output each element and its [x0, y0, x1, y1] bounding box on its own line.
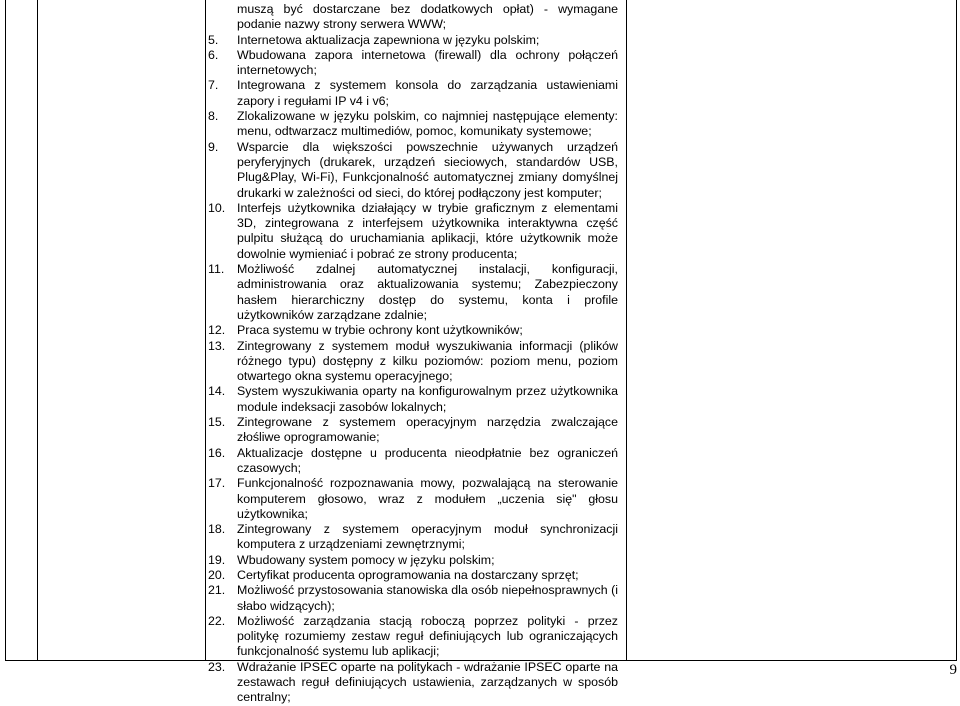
list-item — [208, 583, 618, 614]
item-text: Funkcjonalność rozpoznawania mowy, pozwalającą na sterowanie komputerem głosowo, wraz z modułem „uczenia się" głosu użytkownika; — [237, 476, 618, 521]
list-item — [208, 33, 618, 48]
list-item — [208, 522, 618, 553]
list-item — [208, 476, 618, 522]
item-number: 9. — [208, 139, 219, 154]
item-number: 10. — [208, 200, 226, 215]
item-text: System wyszukiwania oparty na konfigurowalnym przez użytkownika module indeksacji zasobów lokalnych; — [237, 384, 618, 414]
page-number: 9 — [949, 662, 957, 678]
item-text: Zintegrowane z systemem operacyjnym narzędzia zwalczające złośliwe oprogramowanie; — [237, 415, 618, 445]
item-text: Wsparcie dla większości powszechnie używanych urządzeń peryferyjnych (drukarek, urządzeń sieciowych, standardów USB, Plug&Play, Wi-Fi), Funkcjonalność automatycznej zmiany domyślnej drukarki w zależności od sieci, do której podłączony jest komputer; — [237, 139, 618, 200]
item-number: 16. — [208, 445, 226, 460]
requirements-list — [208, 2, 618, 706]
item-number: 22. — [208, 613, 226, 628]
item-text: muszą być dostarczane bez dodatkowych opłat) - wymagane podanie nazwy strony serwera WWW; — [237, 2, 618, 32]
item-text: Zintegrowany z systemem operacyjnym moduł synchronizacji komputera z urządzeniami zewnętrznymi; — [237, 522, 618, 552]
item-number: 7. — [208, 78, 219, 93]
item-text: Integrowana z systemem konsola do zarządzania ustawieniami zapory i regułami IP v4 i v6; — [237, 78, 618, 108]
list-item — [208, 339, 618, 385]
list-item — [208, 553, 618, 568]
column-divider — [37, 0, 38, 660]
item-number: 21. — [208, 583, 226, 598]
item-number: 15. — [208, 415, 226, 430]
list-item — [208, 201, 618, 262]
item-number: 12. — [208, 323, 226, 338]
item-number: 17. — [208, 476, 226, 491]
list-item — [208, 415, 618, 446]
item-number: 18. — [208, 522, 226, 537]
item-number: 13. — [208, 338, 226, 353]
item-number: 5. — [208, 32, 219, 47]
list-item — [208, 568, 618, 583]
item-text: Wbudowany system pomocy w języku polskim; — [237, 552, 495, 567]
item-text: Certyfikat producenta oprogramowania na dostarczany sprzęt; — [237, 567, 579, 582]
list-item — [208, 262, 618, 323]
item-text: Wdrażanie IPSEC oparte na politykach - wdrażanie IPSEC oparte na zestawach reguł definiujących ustawienia, zarządzanych w sposób centralny; — [237, 659, 618, 705]
item-number: 19. — [208, 552, 226, 567]
list-item — [208, 109, 618, 140]
item-number: 8. — [208, 109, 219, 124]
item-text: Możliwość przystosowania stanowiska dla osób niepełnosprawnych (i słabo widzących); — [237, 583, 618, 613]
item-text: Internetowa aktualizacja zapewniona w języku polskim; — [237, 32, 540, 47]
item-text: Zintegrowany z systemem moduł wyszukiwania informacji (plików różnego typu) dostępny z kilku poziomów: poziom menu, poziom otwartego okna systemu operacyjnego; — [237, 338, 618, 384]
list-item — [208, 48, 618, 79]
list-item — [208, 2, 618, 33]
list-item — [208, 140, 618, 201]
item-text: Zlokalizowane w języku polskim, co najmniej następujące elementy: menu, odtwarzacz multimediów, pomoc, komunikaty systemowe; — [237, 109, 618, 139]
item-number: 6. — [208, 47, 219, 62]
item-number: 20. — [208, 567, 226, 582]
item-number: 14. — [208, 384, 226, 399]
list-item — [208, 660, 618, 706]
item-text: Możliwość zarządzania stacją roboczą poprzez polityki - przez politykę rozumiemy zestaw reguł definiujących lub ograniczających funkcjonalność systemu lub aplikacji; — [237, 613, 618, 659]
list-item — [208, 614, 618, 660]
list-item — [208, 323, 618, 338]
list-item — [208, 78, 618, 109]
list-item — [208, 384, 618, 415]
column-divider — [626, 0, 627, 660]
item-text: Możliwość zdalnej automatycznej instalacji, konfiguracji, administrowania oraz aktualizowania systemu; Zabezpieczony hasłem hierarchiczny dostęp do systemu, konta i profile użytkowników zarządzane zdalnie; — [237, 262, 618, 322]
item-number: 23. — [208, 659, 226, 674]
column-divider — [205, 0, 206, 660]
item-text: Interfejs użytkownika działający w trybie graficznym z elementami 3D, zintegrowana z interfejsem użytkownika interaktywna część pulpitu służącą do uruchamiania aplikacji, które użytkownik może dowolnie wymieniać i pobrać ze strony producenta; — [237, 200, 618, 261]
item-number: 11. — [208, 262, 225, 277]
item-text: Praca systemu w trybie ochrony kont użytkowników; — [237, 323, 523, 338]
item-text: Wbudowana zapora internetowa (firewall) dla ochrony połączeń internetowych; — [237, 47, 618, 78]
item-text: Aktualizacje dostępne u producenta nieodpłatnie bez ograniczeń czasowych; — [237, 445, 618, 475]
list-item — [208, 446, 618, 477]
